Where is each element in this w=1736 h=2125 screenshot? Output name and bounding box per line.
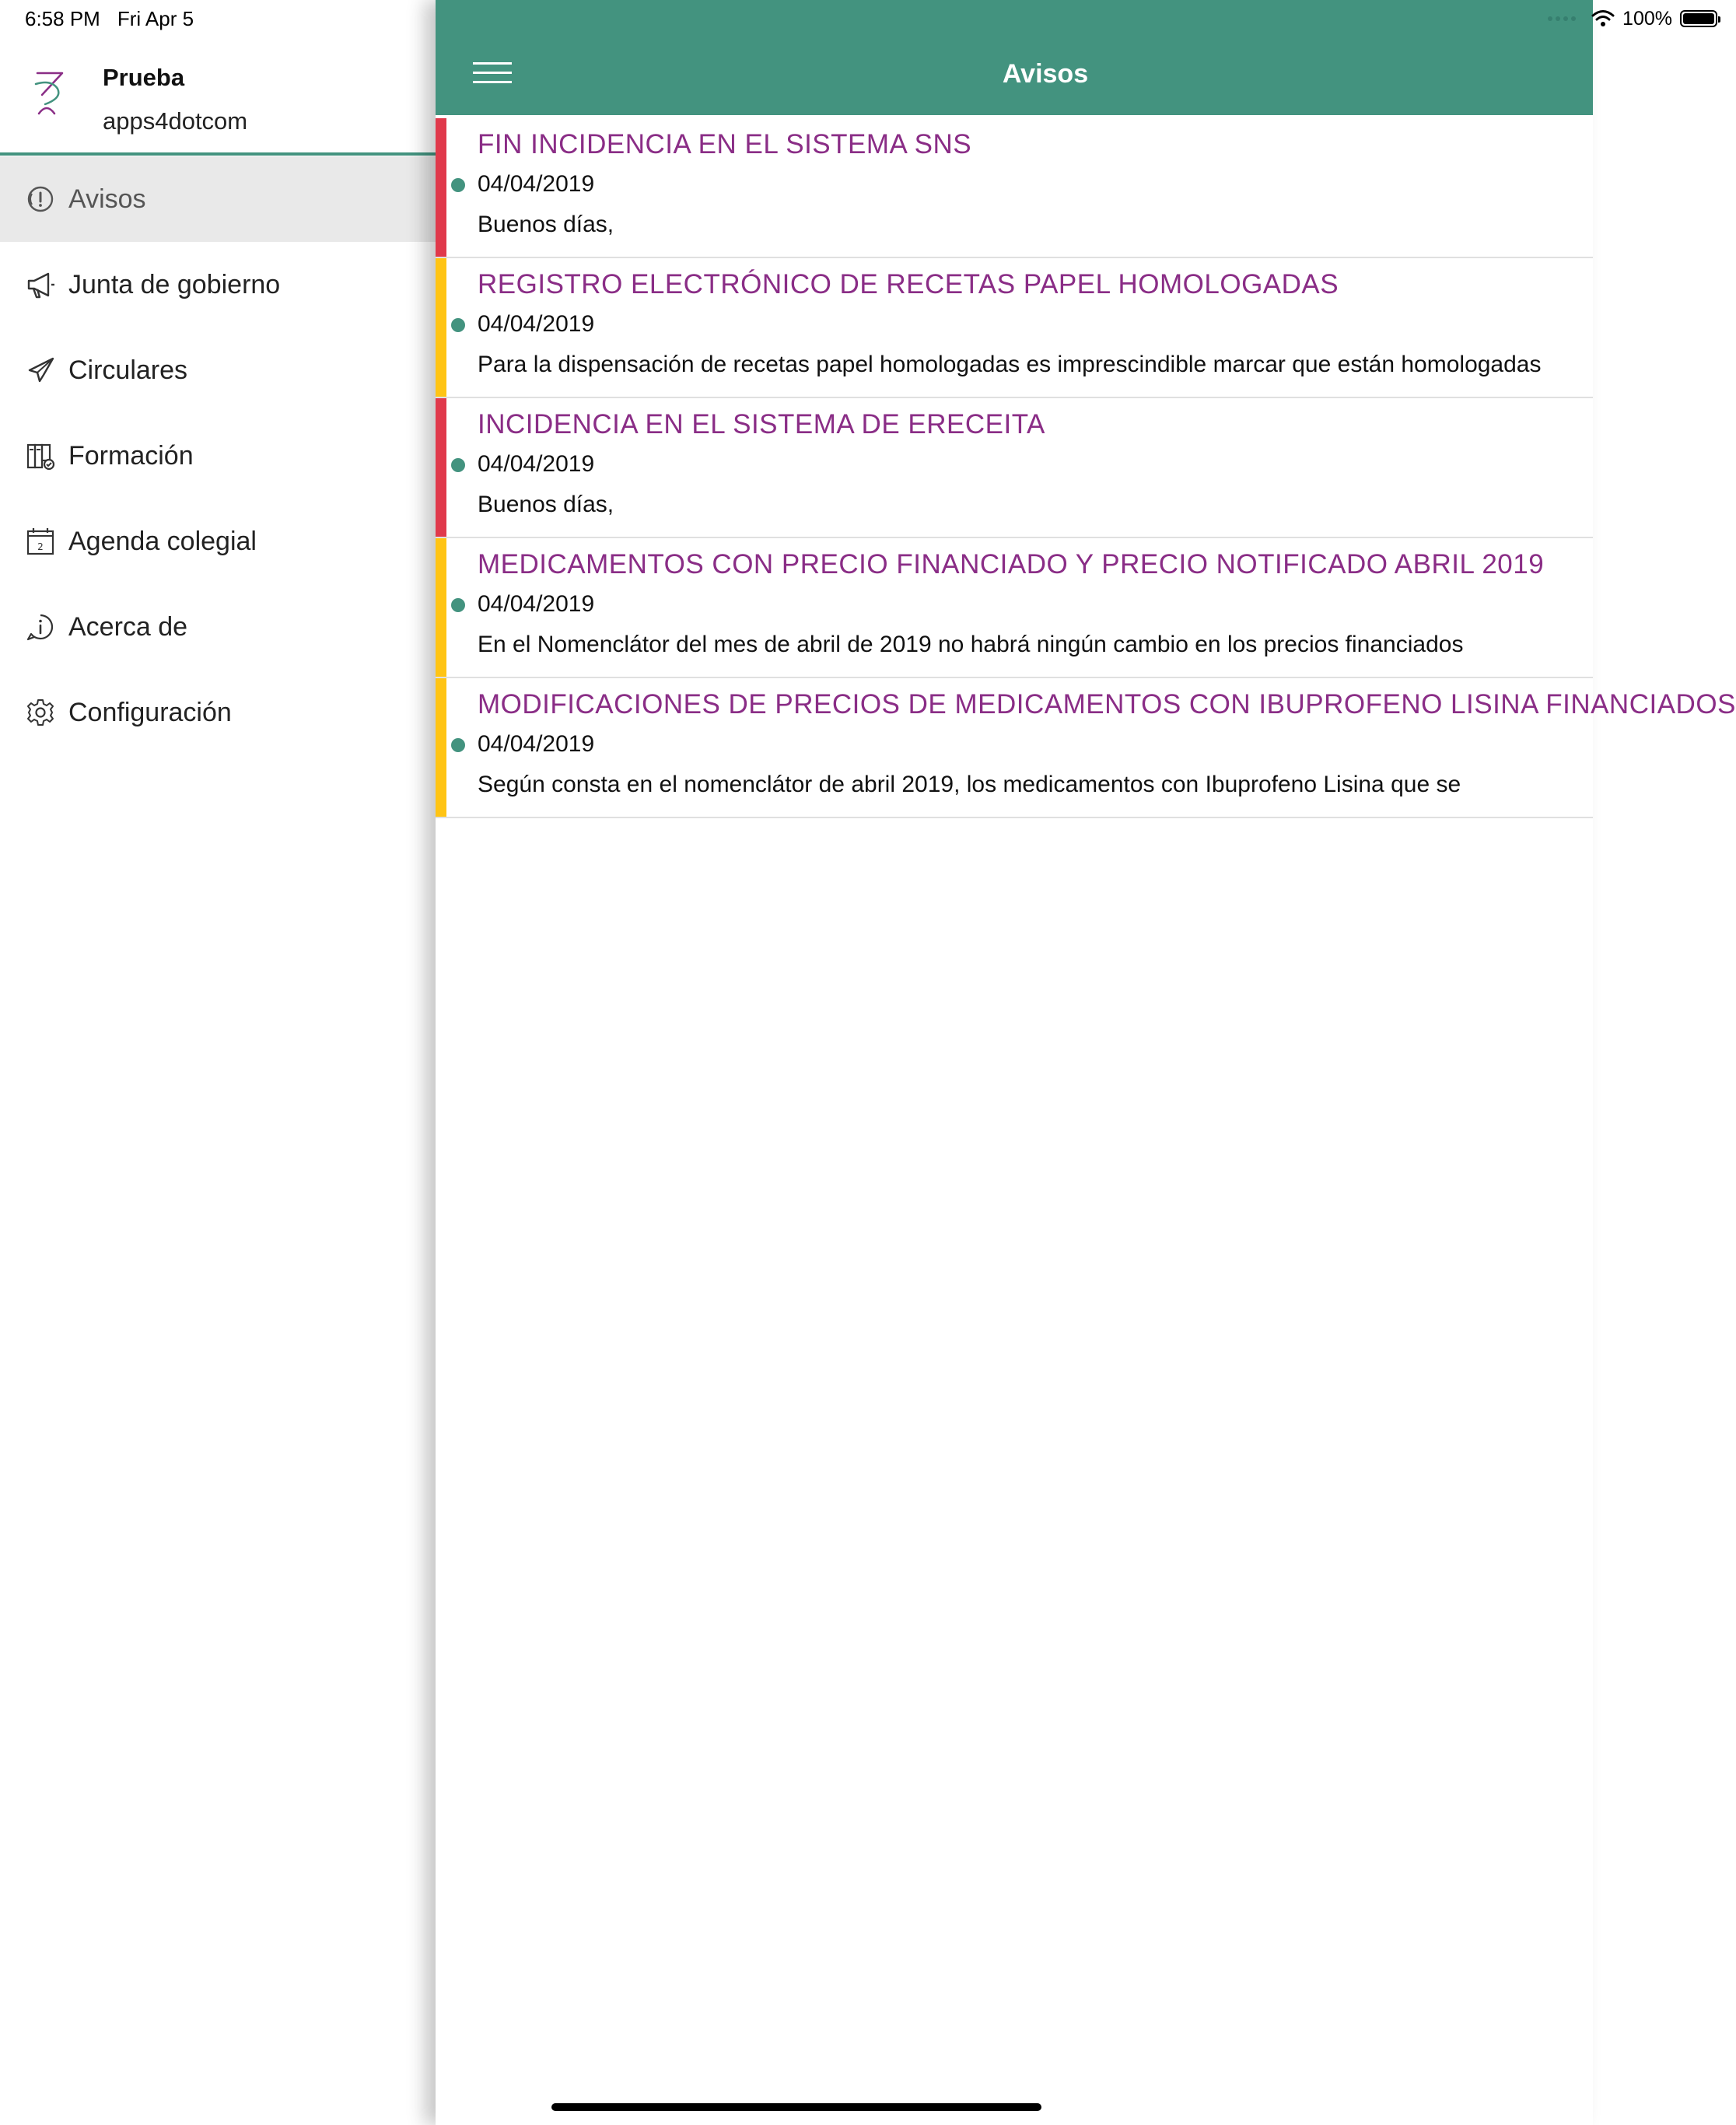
menu-item-label: Formación [68, 440, 194, 471]
battery-icon [1680, 10, 1717, 27]
gear-icon [23, 695, 58, 730]
priority-indicator [436, 678, 446, 817]
wifi-icon [1591, 9, 1615, 28]
menu-item-junta-de-gobierno[interactable] [0, 242, 436, 327]
aviso-date: 04/04/2019 [478, 731, 595, 757]
app-logo-icon [31, 68, 68, 118]
aviso-list-item[interactable] [436, 118, 1593, 258]
menu-item-label: Acerca de [68, 611, 188, 642]
aviso-preview: Para la dispensación de recetas papel homologadas es imprescindible marcar que están homologadas [478, 352, 1542, 377]
battery-percentage: 100% [1622, 7, 1672, 30]
priority-indicator [436, 538, 446, 677]
books-icon [23, 439, 58, 473]
drawer-menu [0, 156, 436, 755]
menu-item-label: Junta de gobierno [68, 269, 281, 299]
aviso-preview: Buenos días, [478, 492, 614, 517]
status-bar-left [25, 5, 194, 33]
unread-dot-icon [451, 178, 465, 192]
battery-fill [1683, 13, 1714, 24]
aviso-list-item[interactable] [436, 258, 1593, 398]
menu-item-label: Agenda colegial [68, 526, 257, 556]
cellular-signal-icon [1548, 16, 1576, 21]
unread-dot-icon [451, 458, 465, 472]
profile-email: apps4dotcom [103, 107, 248, 135]
priority-indicator [436, 258, 446, 397]
unread-dot-icon [451, 598, 465, 612]
home-indicator[interactable] [551, 2103, 1041, 2111]
aviso-title: FIN INCIDENCIA EN EL SISTEMA SNS [478, 129, 972, 159]
aviso-date: 04/04/2019 [478, 311, 595, 337]
page-title: Avisos [1002, 59, 1089, 89]
avisos-list [436, 118, 1736, 818]
profile-name: Prueba [103, 64, 185, 91]
alert-circle-icon [23, 182, 58, 216]
menu-item-label: Circulares [68, 355, 188, 385]
priority-indicator [436, 398, 446, 537]
menu-item-label: Avisos [68, 184, 146, 214]
aviso-title: MODIFICACIONES DE PRECIOS DE MEDICAMENTOS CON IBUPROFENO LISINA FINANCIADOS [478, 689, 1736, 719]
navigation-bar [436, 0, 1593, 115]
aviso-title: MEDICAMENTOS CON PRECIO FINANCIADO Y PRECIO NOTIFICADO ABRIL 2019 [478, 549, 1545, 579]
aviso-list-item[interactable] [436, 398, 1593, 538]
status-time: 6:58 PM [25, 6, 100, 30]
aviso-date: 04/04/2019 [478, 451, 595, 477]
menu-item-acerca-de[interactable] [0, 584, 436, 670]
paper-plane-icon [23, 353, 58, 387]
menu-item-formacion[interactable] [0, 413, 436, 499]
menu-item-label: Configuración [68, 697, 232, 727]
megaphone-icon [23, 268, 58, 302]
aviso-preview: En el Nomenclátor del mes de abril de 2019 no habrá ningún cambio en los precios financiados [478, 632, 1464, 657]
status-bar-right [1548, 3, 1717, 34]
aviso-preview: Buenos días, [478, 212, 614, 237]
unread-dot-icon [451, 738, 465, 752]
unread-dot-icon [451, 318, 465, 332]
calendar-icon-day: 2 [37, 541, 44, 552]
aviso-list-item[interactable] [436, 538, 1593, 678]
status-date: Fri Apr 5 [117, 6, 194, 30]
aviso-title: INCIDENCIA EN EL SISTEMA DE ERECEITA [478, 409, 1045, 439]
priority-indicator [436, 118, 446, 257]
aviso-preview: Según consta en el nomenclátor de abril 2019, los medicamentos con Ibuprofeno Lisina que se [478, 772, 1461, 797]
menu-item-configuracion[interactable] [0, 670, 436, 755]
aviso-date: 04/04/2019 [478, 171, 595, 197]
aviso-date: 04/04/2019 [478, 591, 595, 617]
info-icon [23, 610, 58, 644]
menu-item-circulares[interactable] [0, 327, 436, 413]
menu-item-agenda-colegial[interactable] [0, 499, 436, 584]
aviso-list-item[interactable] [436, 678, 1736, 818]
menu-item-avisos[interactable] [0, 156, 436, 242]
aviso-title: REGISTRO ELECTRÓNICO DE RECETAS PAPEL HOMOLOGADAS [478, 269, 1339, 299]
drawer-profile-header [0, 47, 436, 156]
navigation-drawer [0, 0, 436, 2125]
calendar-icon [23, 524, 58, 558]
